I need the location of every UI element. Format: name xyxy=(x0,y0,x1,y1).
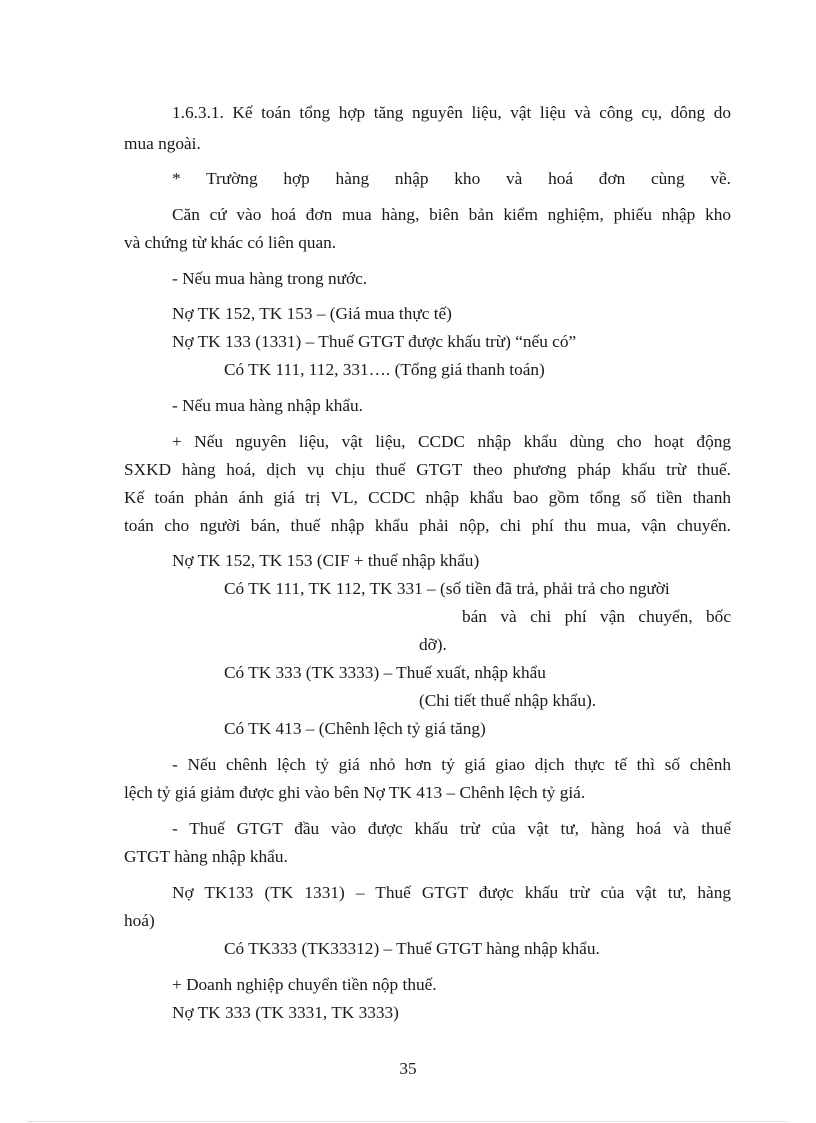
text-line: + Doanh nghiệp chuyển tiền nộp thuế. xyxy=(172,975,437,994)
text-line: Căn cứ vào hoá đơn mua hàng, biên bản kiểm nghiệm, phiếu nhập kho xyxy=(172,205,731,224)
entry-line: Có TK 333 (TK 3333) – Thuế xuất, nhập khẩu xyxy=(224,663,546,682)
text-line: lệch tỷ giá giảm được ghi vào bên Nợ TK 413 – Chênh lệch tỷ giá. xyxy=(124,783,586,802)
page-number: 35 xyxy=(399,1059,417,1078)
text-line: - Nếu chênh lệch tỷ giá nhỏ hơn tỷ giá giao dịch thực tế thì số chênh xyxy=(172,755,731,774)
text-line: SXKD hàng hoá, dịch vụ chịu thuế GTGT theo phương pháp khấu trừ thuế. xyxy=(124,460,731,479)
entry-line: Có TK 111, TK 112, TK 331 – (số tiền đã trả, phải trả cho người xyxy=(224,579,670,598)
heading-line: 1.6.3.1. Kế toán tổng hợp tăng nguyên liệu, vật liệu và công cụ, dông do xyxy=(172,103,731,122)
entry-line: Nợ TK 152, TK 153 – (Giá mua thực tế) xyxy=(172,304,452,323)
text-line: và chứng từ khác có liên quan. xyxy=(124,233,337,252)
entry-line: Có TK 111, 112, 331…. (Tổng giá thanh toán) xyxy=(224,360,545,379)
entry-line: Có TK333 (TK33312) – Thuế GTGT hàng nhập khẩu. xyxy=(224,939,600,958)
entry-line: Nợ TK 152, TK 153 (CIF + thuế nhập khẩu) xyxy=(172,551,480,570)
text-line: GTGT hàng nhập khẩu. xyxy=(124,847,288,866)
entry-line: bán và chi phí vận chuyển, bốc xyxy=(462,607,731,626)
entry-line: dỡ). xyxy=(419,635,447,654)
text-line: + Nếu nguyên liệu, vật liệu, CCDC nhập khẩu dùng cho hoạt động xyxy=(172,432,731,451)
text-line: * Trường hợp hàng nhập kho và hoá đơn cùng về. xyxy=(172,169,731,188)
text-line: - Nếu mua hàng trong nước. xyxy=(172,269,368,288)
text-line: mua ngoài. xyxy=(124,134,201,153)
entry-line: Có TK 413 – (Chênh lệch tỷ giá tăng) xyxy=(224,719,486,738)
text-line: - Thuế GTGT đầu vào được khấu trừ của vật tư, hàng hoá và thuế xyxy=(172,819,731,838)
entry-line: hoá) xyxy=(124,911,155,930)
entry-line: Nợ TK133 (TK 1331) – Thuế GTGT được khấu trừ của vật tư, hàng xyxy=(172,883,731,902)
entry-line: Nợ TK 333 (TK 3331, TK 3333) xyxy=(172,1003,399,1022)
entry-line: Nợ TK 133 (1331) – Thuế GTGT được khấu trừ) “nếu có” xyxy=(172,332,577,351)
footer-rule xyxy=(28,1121,788,1122)
text-line: toán cho người bán, thuế nhập khẩu phải nộp, chi phí thu mua, vận chuyển. xyxy=(124,516,731,535)
entry-line: (Chi tiết thuế nhập khẩu). xyxy=(419,691,597,710)
text-line: - Nếu mua hàng nhập khẩu. xyxy=(172,396,363,415)
text-line: Kế toán phản ánh giá trị VL, CCDC nhập khẩu bao gồm tổng số tiền thanh xyxy=(124,488,731,507)
